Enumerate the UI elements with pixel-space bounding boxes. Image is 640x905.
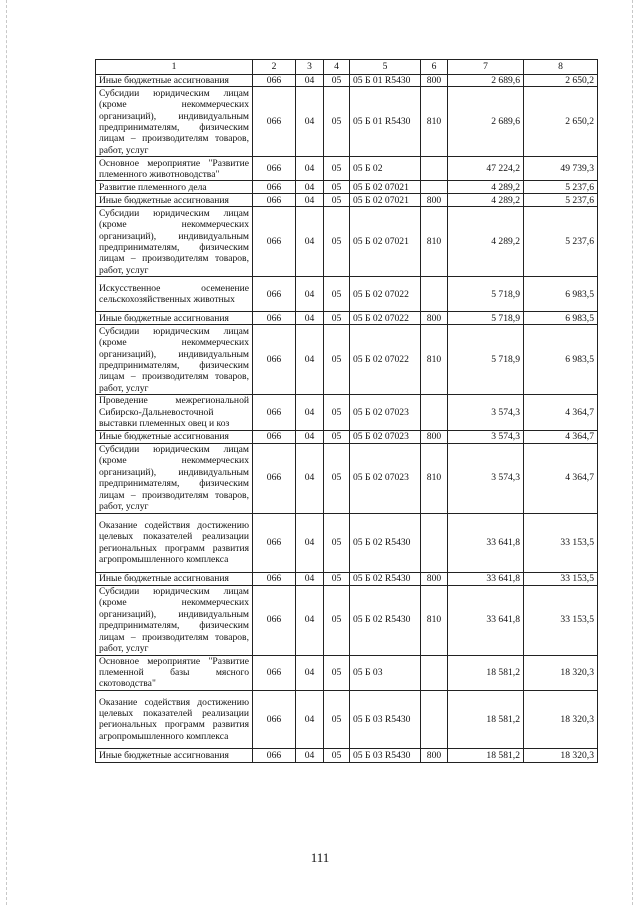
- sum-year-1: 3 574,3: [448, 443, 524, 513]
- table-row: [96, 277, 598, 312]
- section-code: 04: [296, 207, 324, 277]
- subsection-code: 05: [324, 513, 350, 572]
- subsection-code: 05: [324, 194, 350, 207]
- expense-type-code: [421, 181, 448, 194]
- table-row: [96, 443, 598, 513]
- table-row: [96, 207, 598, 277]
- target-article-code: 05 Б 02 07022: [350, 325, 421, 395]
- section-code: 04: [296, 75, 324, 87]
- sum-year-2: 18 320,3: [524, 690, 598, 748]
- subsection-code: 05: [324, 690, 350, 748]
- subsection-code: 05: [324, 655, 350, 690]
- sum-year-2: 33 153,5: [524, 585, 598, 655]
- section-code: 04: [296, 513, 324, 572]
- sum-year-2: 5 237,6: [524, 194, 598, 207]
- sum-year-2: 5 237,6: [524, 207, 598, 277]
- sum-year-2: 2 650,2: [524, 75, 598, 87]
- section-code: 04: [296, 655, 324, 690]
- target-article-code: 05 Б 01 R5430: [350, 75, 421, 87]
- sum-year-2: 33 153,5: [524, 513, 598, 572]
- row-description: Субсидии юридическим лицам (кроме некоммерческих организаций), индивидуальным предпринимателям, физическим лицам – производителям товаров, работ, услуг: [96, 585, 253, 655]
- expense-type-code: 810: [421, 207, 448, 277]
- sum-year-2: 6 983,5: [524, 312, 598, 325]
- sum-year-1: 18 581,2: [448, 655, 524, 690]
- sum-year-2: 49 739,3: [524, 157, 598, 181]
- subsection-code: 05: [324, 87, 350, 157]
- subsection-code: 05: [324, 157, 350, 181]
- target-article-code: 05 Б 02 07021: [350, 181, 421, 194]
- expense-type-code: 800: [421, 748, 448, 762]
- target-article-code: 05 Б 02 R5430: [350, 585, 421, 655]
- admin-code: 066: [253, 87, 296, 157]
- column-number: 1: [96, 60, 253, 75]
- table-row: [96, 157, 598, 181]
- row-description: Оказание содействия достижению целевых показателей реализации региональных программ развития агропромышленного комплекса: [96, 513, 253, 572]
- sum-year-1: 5 718,9: [448, 277, 524, 312]
- table-row: [96, 430, 598, 443]
- expense-type-code: 800: [421, 194, 448, 207]
- row-description: Иные бюджетные ассигнования: [96, 572, 253, 585]
- target-article-code: 05 Б 03: [350, 655, 421, 690]
- expense-type-code: [421, 157, 448, 181]
- sum-year-1: 33 641,8: [448, 572, 524, 585]
- admin-code: 066: [253, 572, 296, 585]
- expense-type-code: [421, 690, 448, 748]
- admin-code: 066: [253, 157, 296, 181]
- target-article-code: 05 Б 02: [350, 157, 421, 181]
- admin-code: 066: [253, 194, 296, 207]
- table-row: [96, 312, 598, 325]
- table-row: [96, 395, 598, 430]
- expense-type-code: 810: [421, 443, 448, 513]
- target-article-code: 05 Б 02 07021: [350, 207, 421, 277]
- sum-year-1: 5 718,9: [448, 312, 524, 325]
- table-row: [96, 87, 598, 157]
- expense-type-code: 800: [421, 312, 448, 325]
- sum-year-2: 33 153,5: [524, 572, 598, 585]
- column-number: 8: [524, 60, 598, 75]
- table-row: [96, 181, 598, 194]
- row-description: Субсидии юридическим лицам (кроме некоммерческих организаций), индивидуальным предпринимателям, физическим лицам – производителям товаров, работ, услуг: [96, 87, 253, 157]
- column-number: 2: [253, 60, 296, 75]
- admin-code: 066: [253, 181, 296, 194]
- sum-year-2: 4 364,7: [524, 395, 598, 430]
- sum-year-1: 18 581,2: [448, 748, 524, 762]
- subsection-code: 05: [324, 75, 350, 87]
- sum-year-2: 4 364,7: [524, 430, 598, 443]
- row-description: Искусственное осеменение сельскохозяйственных животных: [96, 277, 253, 312]
- column-number: 3: [296, 60, 324, 75]
- target-article-code: 05 Б 03 R5430: [350, 690, 421, 748]
- sum-year-1: 5 718,9: [448, 325, 524, 395]
- subsection-code: 05: [324, 395, 350, 430]
- row-description: Оказание содействия достижению целевых показателей реализации региональных программ развития агропромышленного комплекса: [96, 690, 253, 748]
- row-description: Иные бюджетные ассигнования: [96, 194, 253, 207]
- page-edge-right: [632, 0, 633, 905]
- sum-year-2: 4 364,7: [524, 443, 598, 513]
- subsection-code: 05: [324, 748, 350, 762]
- table-row: [96, 655, 598, 690]
- table-row: [96, 585, 598, 655]
- expense-type-code: [421, 277, 448, 312]
- column-number: 4: [324, 60, 350, 75]
- expense-type-code: [421, 513, 448, 572]
- page-edge-left: [6, 0, 7, 905]
- table-row: [96, 572, 598, 585]
- section-code: 04: [296, 181, 324, 194]
- admin-code: 066: [253, 325, 296, 395]
- subsection-code: 05: [324, 277, 350, 312]
- column-number: 5: [350, 60, 421, 75]
- subsection-code: 05: [324, 312, 350, 325]
- row-description: Развитие племенного дела: [96, 181, 253, 194]
- subsection-code: 05: [324, 207, 350, 277]
- admin-code: 066: [253, 443, 296, 513]
- table-row: [96, 194, 598, 207]
- expense-type-code: [421, 655, 448, 690]
- sum-year-1: 33 641,8: [448, 513, 524, 572]
- admin-code: 066: [253, 585, 296, 655]
- target-article-code: 05 Б 01 R5430: [350, 87, 421, 157]
- sum-year-1: 3 574,3: [448, 430, 524, 443]
- sum-year-2: 6 983,5: [524, 277, 598, 312]
- expense-type-code: [421, 395, 448, 430]
- section-code: 04: [296, 572, 324, 585]
- section-code: 04: [296, 325, 324, 395]
- admin-code: 066: [253, 690, 296, 748]
- sum-year-1: 18 581,2: [448, 690, 524, 748]
- subsection-code: 05: [324, 181, 350, 194]
- section-code: 04: [296, 87, 324, 157]
- row-description: Проведение межрегиональной Сибирско-Дальневосточной выставки племенных овец и коз: [96, 395, 253, 430]
- expense-type-code: 810: [421, 325, 448, 395]
- admin-code: 066: [253, 277, 296, 312]
- column-numbers-row: [96, 60, 598, 75]
- target-article-code: 05 Б 03 R5430: [350, 748, 421, 762]
- sum-year-1: 4 289,2: [448, 181, 524, 194]
- table-row: [96, 75, 598, 87]
- target-article-code: 05 Б 02 07023: [350, 443, 421, 513]
- table-row: [96, 690, 598, 748]
- expense-type-code: 810: [421, 585, 448, 655]
- sum-year-2: 6 983,5: [524, 325, 598, 395]
- admin-code: 066: [253, 430, 296, 443]
- row-description: Основное мероприятие "Развитие племенного животноводства": [96, 157, 253, 181]
- section-code: 04: [296, 312, 324, 325]
- sum-year-1: 3 574,3: [448, 395, 524, 430]
- sum-year-1: 2 689,6: [448, 75, 524, 87]
- page-number: 111: [310, 850, 330, 865]
- admin-code: 066: [253, 513, 296, 572]
- target-article-code: 05 Б 02 07022: [350, 312, 421, 325]
- target-article-code: 05 Б 02 R5430: [350, 572, 421, 585]
- budget-table: [95, 59, 598, 763]
- column-number: 7: [448, 60, 524, 75]
- column-number: 6: [421, 60, 448, 75]
- target-article-code: 05 Б 02 07023: [350, 430, 421, 443]
- expense-type-code: 800: [421, 75, 448, 87]
- section-code: 04: [296, 395, 324, 430]
- sum-year-2: 5 237,6: [524, 181, 598, 194]
- section-code: 04: [296, 194, 324, 207]
- admin-code: 066: [253, 655, 296, 690]
- section-code: 04: [296, 277, 324, 312]
- expense-type-code: 810: [421, 87, 448, 157]
- target-article-code: 05 Б 02 07021: [350, 194, 421, 207]
- sum-year-1: 2 689,6: [448, 87, 524, 157]
- section-code: 04: [296, 585, 324, 655]
- table-row: [96, 513, 598, 572]
- admin-code: 066: [253, 207, 296, 277]
- section-code: 04: [296, 748, 324, 762]
- section-code: 04: [296, 157, 324, 181]
- admin-code: 066: [253, 312, 296, 325]
- row-description: Иные бюджетные ассигнования: [96, 75, 253, 87]
- sum-year-1: 4 289,2: [448, 194, 524, 207]
- row-description: Основное мероприятие "Развитие племенной базы мясного скотоводства": [96, 655, 253, 690]
- expense-type-code: 800: [421, 572, 448, 585]
- admin-code: 066: [253, 75, 296, 87]
- sum-year-2: 18 320,3: [524, 748, 598, 762]
- section-code: 04: [296, 690, 324, 748]
- section-code: 04: [296, 430, 324, 443]
- row-description: Субсидии юридическим лицам (кроме некоммерческих организаций), индивидуальным предпринимателям, физическим лицам – производителям товаров, работ, услуг: [96, 325, 253, 395]
- table-row: [96, 748, 598, 762]
- admin-code: 066: [253, 395, 296, 430]
- row-description: Иные бюджетные ассигнования: [96, 312, 253, 325]
- subsection-code: 05: [324, 430, 350, 443]
- row-description: Субсидии юридическим лицам (кроме некоммерческих организаций), индивидуальным предпринимателям, физическим лицам – производителям товаров, работ, услуг: [96, 207, 253, 277]
- sum-year-1: 33 641,8: [448, 585, 524, 655]
- table-row: [96, 325, 598, 395]
- row-description: Иные бюджетные ассигнования: [96, 748, 253, 762]
- sum-year-2: 2 650,2: [524, 87, 598, 157]
- row-description: Субсидии юридическим лицам (кроме некоммерческих организаций), индивидуальным предпринимателям, физическим лицам – производителям товаров, работ, услуг: [96, 443, 253, 513]
- sum-year-1: 4 289,2: [448, 207, 524, 277]
- subsection-code: 05: [324, 325, 350, 395]
- target-article-code: 05 Б 02 07022: [350, 277, 421, 312]
- sum-year-1: 47 224,2: [448, 157, 524, 181]
- target-article-code: 05 Б 02 R5430: [350, 513, 421, 572]
- section-code: 04: [296, 443, 324, 513]
- admin-code: 066: [253, 748, 296, 762]
- target-article-code: 05 Б 02 07023: [350, 395, 421, 430]
- subsection-code: 05: [324, 585, 350, 655]
- expense-type-code: 800: [421, 430, 448, 443]
- subsection-code: 05: [324, 443, 350, 513]
- row-description: Иные бюджетные ассигнования: [96, 430, 253, 443]
- sum-year-2: 18 320,3: [524, 655, 598, 690]
- subsection-code: 05: [324, 572, 350, 585]
